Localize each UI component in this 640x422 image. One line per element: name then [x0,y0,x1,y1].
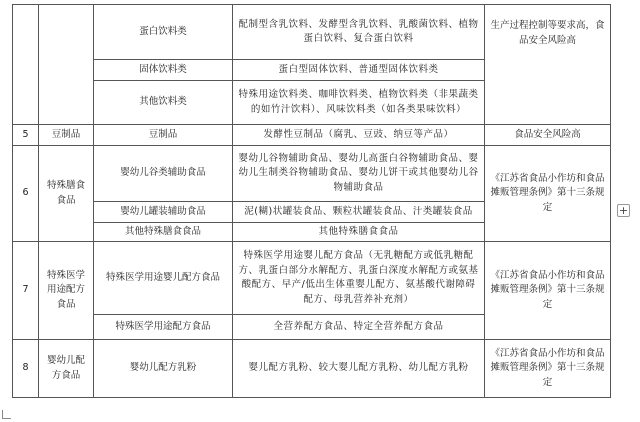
num-cell [13,5,39,125]
table-row [13,5,611,60]
table-row [13,125,611,146]
basis-cell: 《江苏省食品小作坊和食品摊贩管理条例》第十三条规定 [485,146,611,242]
basis-cell: 食品安全风险高 [485,125,611,146]
category-cell: 婴幼儿配方食品 [39,340,94,398]
subcategory-cell: 婴幼儿配方乳粉 [94,340,233,398]
description-cell: 配制型含乳饮料、发酵型含乳饮料、乳酸菌饮料、植物蛋白饮料、复合蛋白饮料 [233,5,485,60]
subcategory-cell: 特殊医学用途配方食品 [94,315,233,340]
category-cell: 特殊医学用途配方食品 [39,242,94,340]
num-cell: 6 [13,146,39,242]
description-cell: 泥(糊)状罐装食品、颗粒状罐装食品、汁类罐装食品 [233,202,485,223]
subcategory-cell: 婴幼儿谷类辅助食品 [94,146,233,202]
category-cell: 特殊膳食食品 [39,146,94,242]
description-cell: 特殊医学用途婴儿配方食品（无乳糖配方或低乳糖配方、乳蛋白部分水解配方、乳蛋白深度水解配方或氨基酸配方、早产/低出生体重婴儿配方、氨基酸代谢障碍配方、母乳营养补充剂） [233,242,485,315]
basis-cell: 《江苏省食品小作坊和食品摊贩管理条例》第十三条规定 [485,340,611,398]
description-cell: 发酵性豆制品（腐乳、豆豉、纳豆等产品） [233,125,485,146]
description-cell: 婴儿配方乳粉、较大婴儿配方乳粉、幼儿配方乳粉 [233,340,485,398]
description-cell: 其他特殊膳食食品 [233,223,485,242]
num-cell: 8 [13,340,39,398]
food-category-table [12,4,611,398]
subcategory-cell: 蛋白饮料类 [94,5,233,60]
num-cell: 5 [13,125,39,146]
basis-cell: 生产过程控制等要求高，食品安全风险高 [485,5,611,125]
table-row [13,242,611,315]
table-row [13,146,611,202]
category-cell [39,5,94,125]
expand-table-button[interactable]: + [618,204,629,217]
num-cell: 7 [13,242,39,340]
category-cell: 豆制品 [39,125,94,146]
table-resize-handle[interactable] [2,410,11,419]
basis-cell: 《江苏省食品小作坊和食品摊贩管理条例》第十三条规定 [485,242,611,340]
subcategory-cell: 其他特殊膳食食品 [94,223,233,242]
description-cell: 特殊用途饮料类、咖啡饮料类、植物饮料类（非果蔬类的如竹汁饮料）、风味饮料类（如各类果味饮料） [233,81,485,125]
subcategory-cell: 特殊医学用途婴儿配方食品 [94,242,233,315]
subcategory-cell: 豆制品 [94,125,233,146]
description-cell: 蛋白型固体饮料、普通型固体饮料类 [233,60,485,81]
description-cell: 婴幼儿谷物辅助食品、婴幼儿高蛋白谷物辅助食品、婴幼儿生制类谷物辅助食品、婴幼儿饼干或其他婴幼儿谷物辅助食品 [233,146,485,202]
subcategory-cell: 其他饮料类 [94,81,233,125]
subcategory-cell: 固体饮料类 [94,60,233,81]
table-row [13,340,611,398]
subcategory-cell: 婴幼儿罐装辅助食品 [94,202,233,223]
description-cell: 全营养配方食品、特定全营养配方食品 [233,315,485,340]
